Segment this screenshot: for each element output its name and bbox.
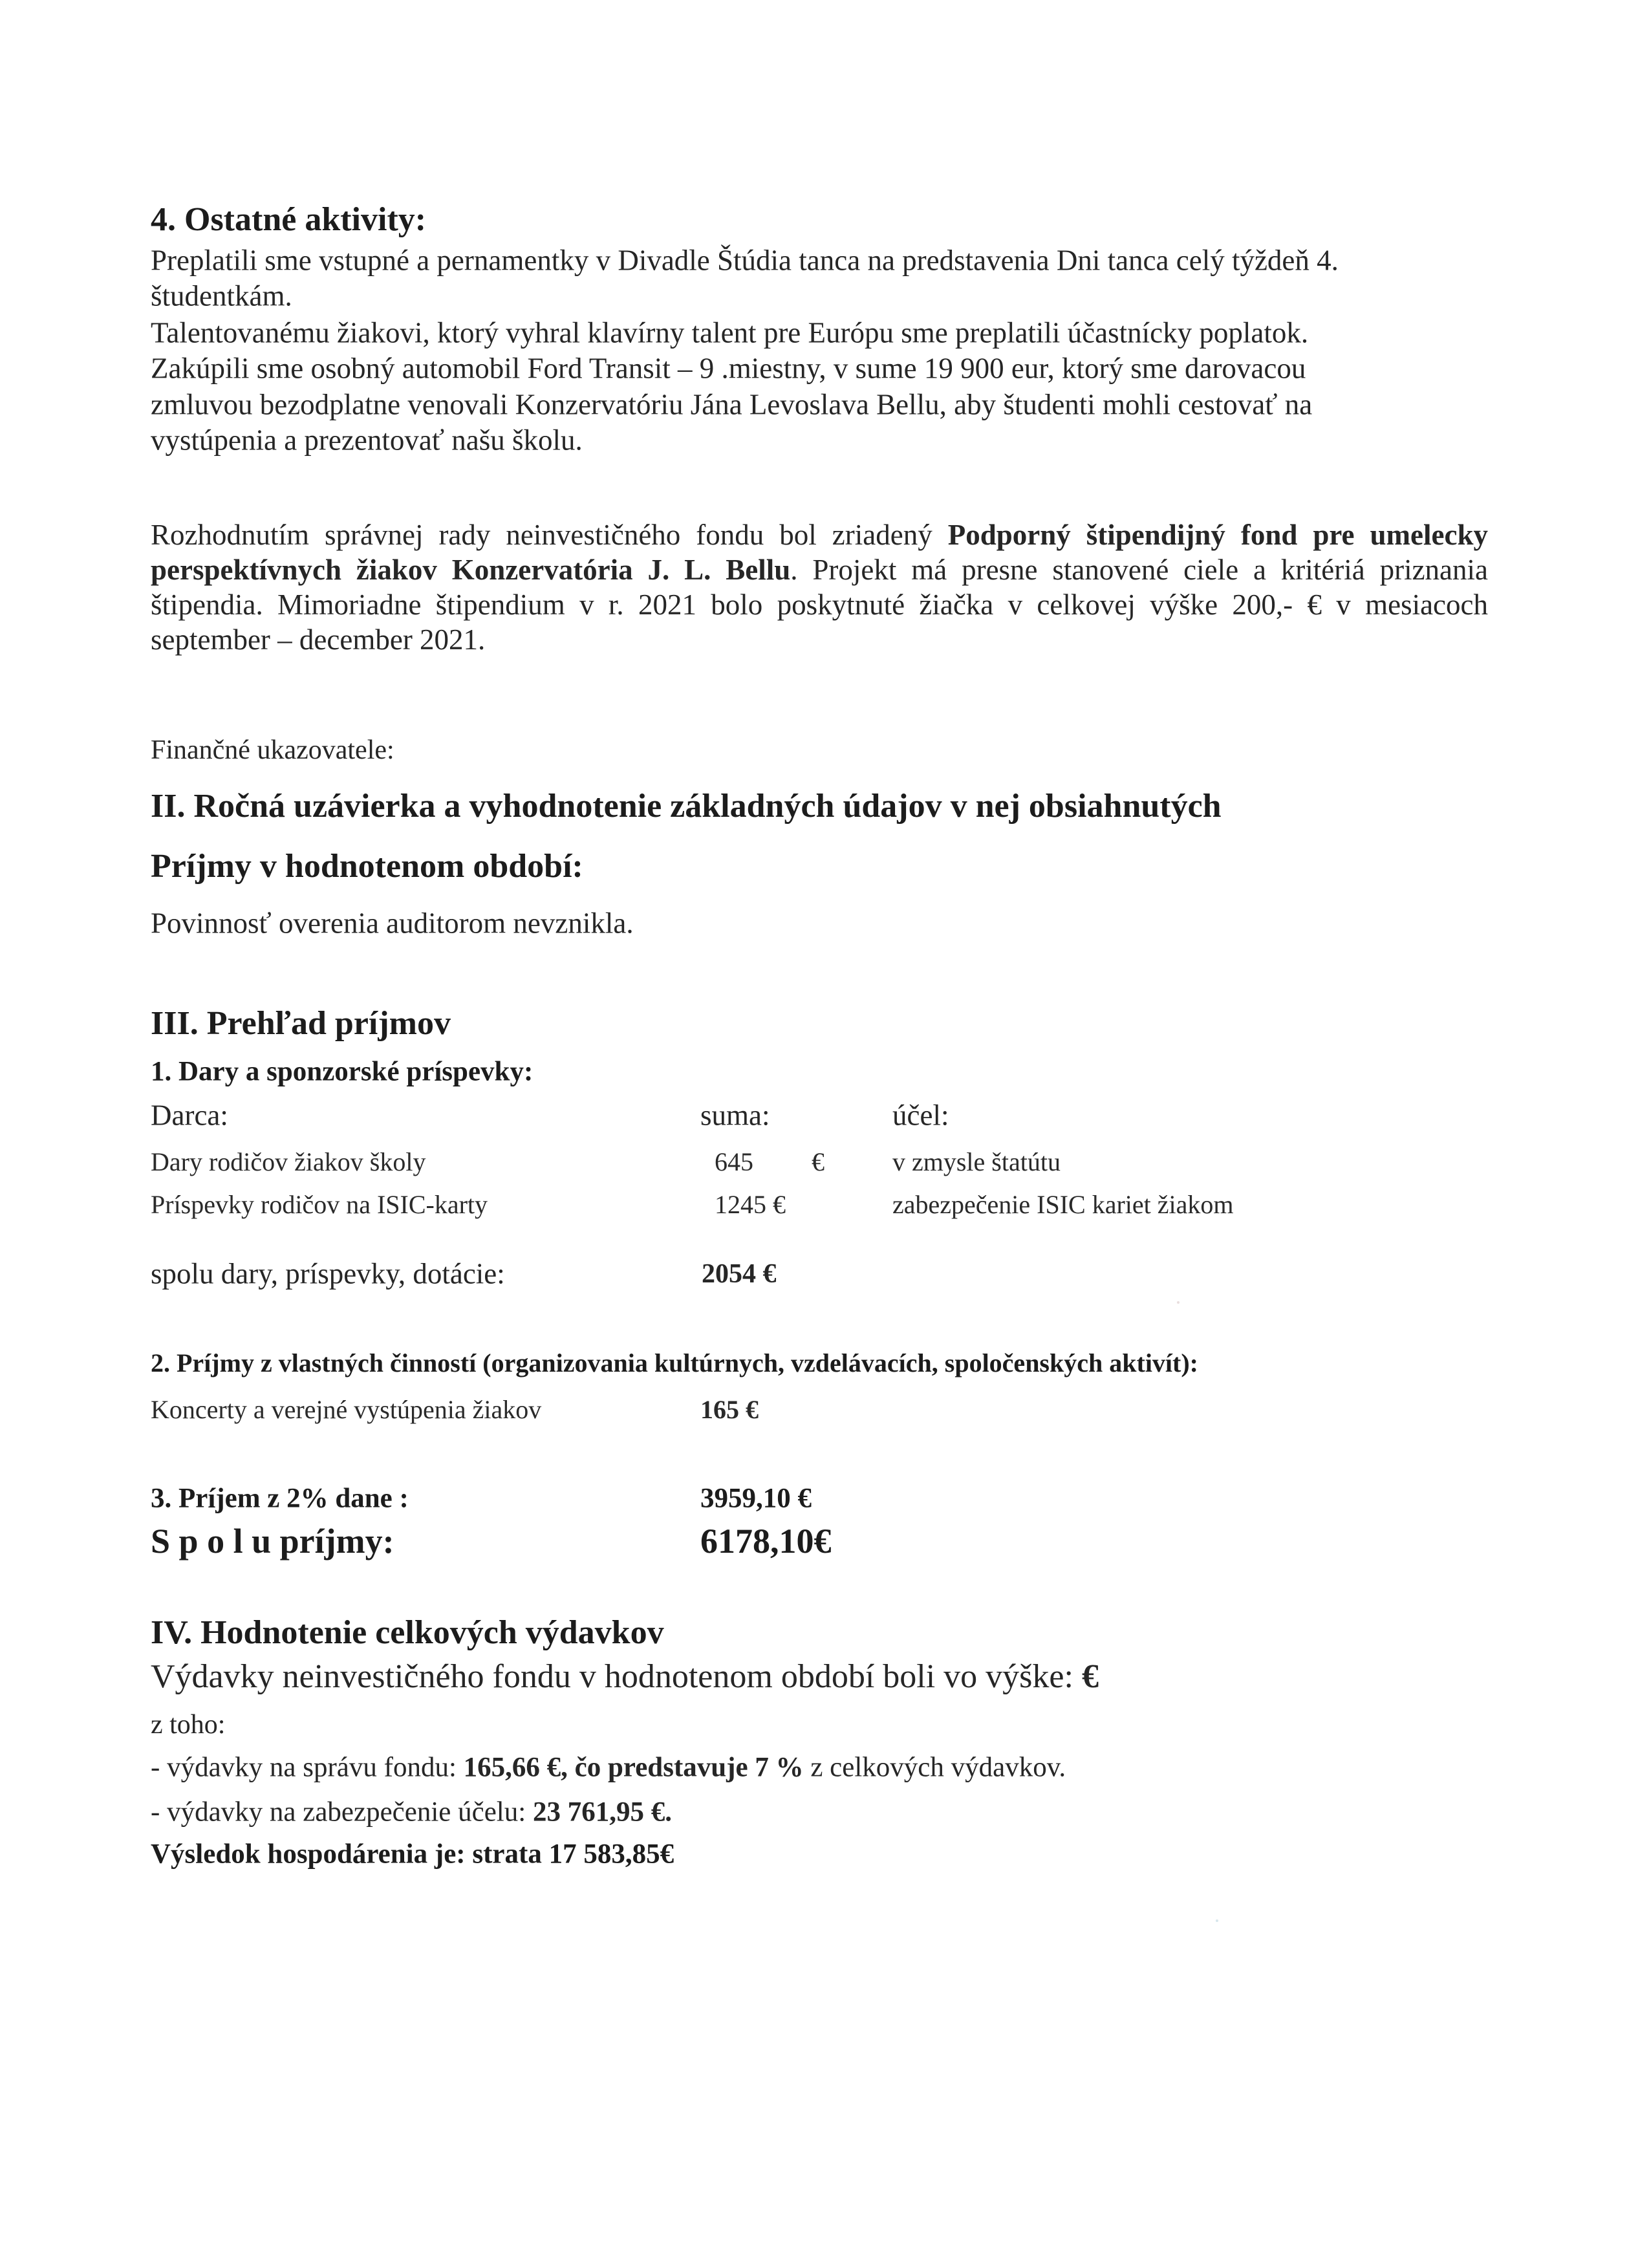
section-heading-income-period: Príjmy v hodnotenom období: bbox=[151, 848, 583, 885]
donor-cell: Dary rodičov žiakov školy bbox=[151, 1147, 426, 1176]
own-activities-heading: 2. Príjmy z vlastných činností (organizovania kultúrnych, vzdelávacích, spoločenských aktivít): bbox=[151, 1348, 1198, 1377]
purpose-cell: v zmysle štatútu bbox=[892, 1147, 1061, 1176]
of-which-label: z toho: bbox=[151, 1710, 226, 1740]
donations-total-label: spolu dary, príspevky, dotácie: bbox=[151, 1257, 505, 1290]
paragraph-line: Preplatili sme vstupné a pernamentky v Divadle Štúdia tanca na predstavenia Dni tanca celý týždeň 4. bbox=[151, 244, 1339, 277]
amount-cell: 645 bbox=[715, 1147, 753, 1176]
scholarship-text-before: Rozhodnutím správnej rady neinvestičného fondu bol zriadený bbox=[151, 519, 948, 551]
amount-cell: 1245 € bbox=[715, 1190, 786, 1219]
expenses-intro-text: Výdavky neinvestičného fondu v hodnotenom období boli vo výške: bbox=[151, 1658, 1082, 1695]
expenses-intro-currency: € bbox=[1081, 1658, 1099, 1695]
paragraph-line: vystúpenia a prezentovať našu školu. bbox=[151, 424, 583, 457]
scan-artifact bbox=[1177, 1301, 1180, 1304]
scholarship-paragraph bbox=[151, 517, 1488, 657]
admin-expenses-line bbox=[151, 1754, 1066, 1782]
column-header-amount: suma: bbox=[700, 1099, 770, 1132]
expenses-intro bbox=[151, 1660, 1099, 1694]
tax-income-value: 3959,10 € bbox=[700, 1483, 812, 1514]
donations-total-value: 2054 € bbox=[702, 1259, 777, 1289]
purpose-expenses-prefix: - výdavky na zabezpečenie účelu: bbox=[151, 1797, 533, 1828]
paragraph-line: študentkám. bbox=[151, 279, 292, 312]
total-income-value: 6178,10€ bbox=[700, 1522, 832, 1561]
donor-cell: Príspevky rodičov na ISIC-karty bbox=[151, 1190, 488, 1219]
tax-income-label: 3. Príjem z 2% dane : bbox=[151, 1483, 409, 1514]
section-heading-income-overview: III. Prehľad príjmov bbox=[151, 1005, 451, 1042]
audit-note: Povinnosť overenia auditorom nevznikla. bbox=[151, 907, 634, 940]
admin-expenses-suffix: z celkových výdavkov. bbox=[803, 1752, 1066, 1783]
paragraph-line: zmluvou bezodplatne venovali Konzervatóriu Jána Levoslava Bellu, aby študenti mohli cestovať na bbox=[151, 388, 1313, 421]
column-header-purpose: účel: bbox=[892, 1099, 949, 1132]
paragraph-line: Zakúpili sme osobný automobil Ford Transit – 9 .miestny, v sume 19 900 eur, ktorý sme darovacou bbox=[151, 352, 1306, 385]
economic-result: Výsledok hospodárenia je: strata 17 583,85€ bbox=[151, 1839, 674, 1870]
section-heading-other-activities: 4. Ostatné aktivity: bbox=[151, 201, 427, 238]
own-activities-value: 165 € bbox=[700, 1395, 759, 1424]
column-header-donor: Darca: bbox=[151, 1099, 228, 1132]
total-income-label: S p o l u príjmy: bbox=[151, 1522, 394, 1561]
admin-expenses-amount: 165,66 €, čo predstavuje 7 % bbox=[463, 1752, 804, 1783]
scan-artifact bbox=[1216, 1919, 1218, 1922]
purpose-expenses-amount: 23 761,95 €. bbox=[532, 1797, 672, 1828]
admin-expenses-prefix: - výdavky na správu fondu: bbox=[151, 1752, 464, 1783]
section-heading-expenses: IV. Hodnotenie celkových výdavkov bbox=[151, 1614, 664, 1651]
own-activities-label: Koncerty a verejné vystúpenia žiakov bbox=[151, 1395, 542, 1424]
scholarship-text-after: . Projekt má presne stanovené ciele a kritériá priznania štipendia. Mimoriadne štipendium v r. 2021 bolo poskytnuté žiačka v celkovej výške 200,- € v mesiacoch september – december 2021. bbox=[151, 554, 1488, 656]
scholarship-fund-name: Podporný štipendijný fond pre umelecky perspektívnych žiakov Konzervatória J. L. Bellu bbox=[151, 519, 1488, 586]
paragraph-line: Talentovanému žiakovi, ktorý vyhral klavírny talent pre Európu sme preplatili účastnícky poplatok. bbox=[151, 316, 1309, 349]
purpose-cell: zabezpečenie ISIC kariet žiakom bbox=[892, 1190, 1234, 1219]
currency-cell: € bbox=[812, 1147, 824, 1176]
donations-heading: 1. Dary a sponzorské príspevky: bbox=[151, 1056, 534, 1087]
purpose-expenses-line bbox=[151, 1798, 672, 1826]
financial-indicators-label: Finančné ukazovatele: bbox=[151, 735, 394, 765]
section-heading-annual-closing: II. Ročná uzávierka a vyhodnotenie základných údajov v nej obsiahnutých bbox=[151, 788, 1222, 825]
